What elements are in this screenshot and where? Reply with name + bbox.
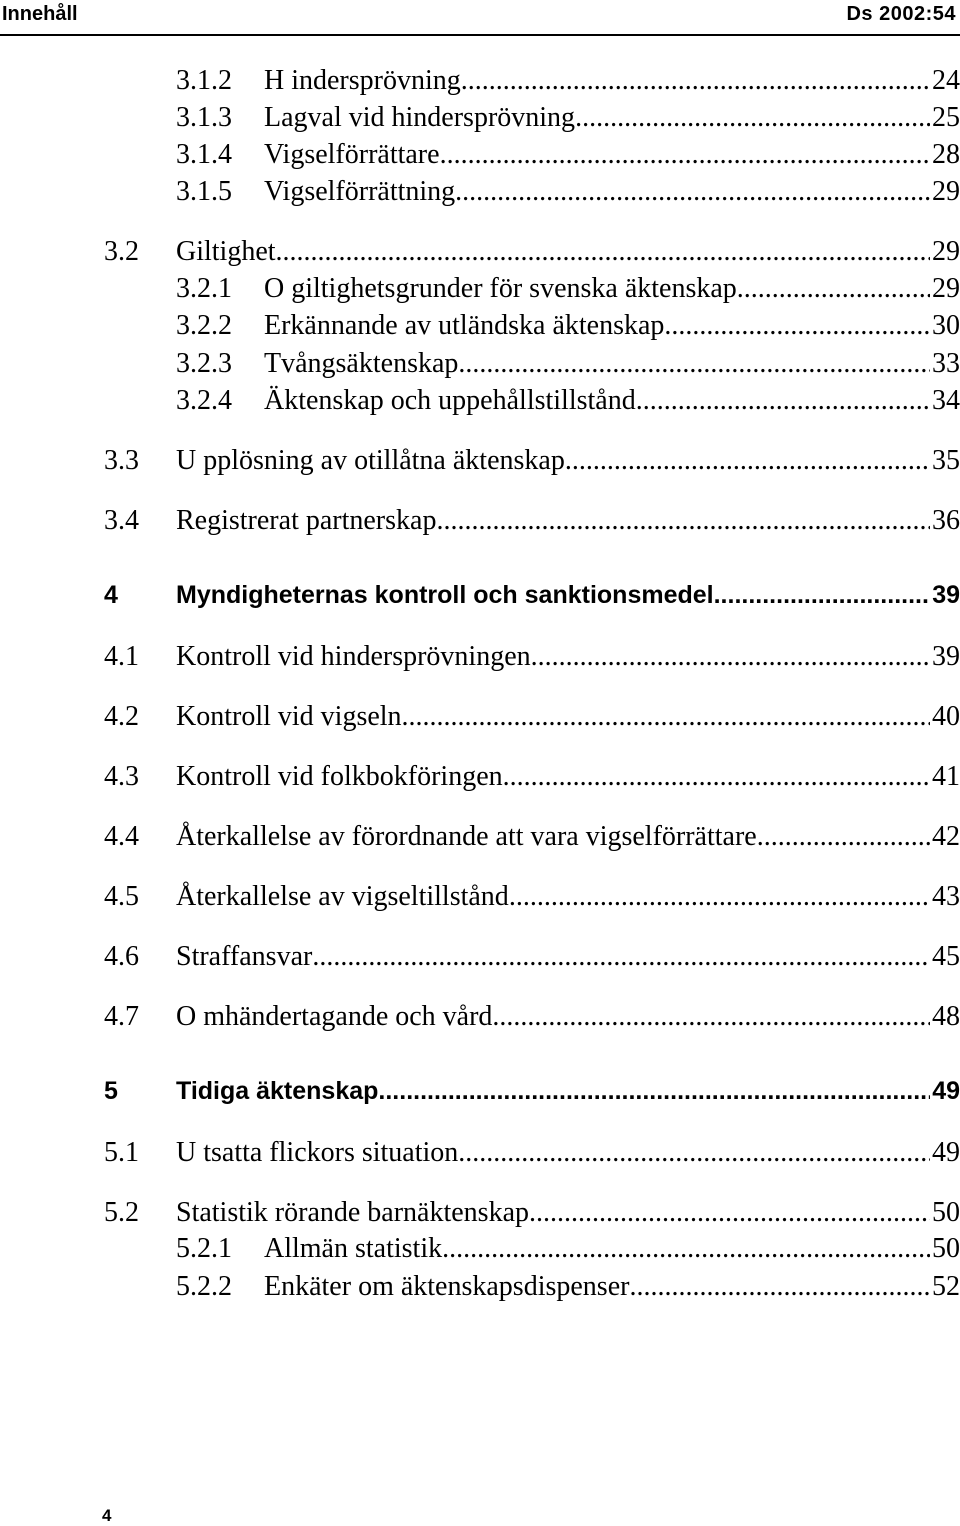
toc-dot-leader (503, 760, 930, 794)
toc-entry-page: 39 (932, 581, 960, 609)
toc-entry-title: Myndigheternas kontroll och sanktionsmedel (176, 581, 714, 609)
toc-entry-number: 3.2.3 (176, 348, 232, 379)
toc-entry-page: 42 (932, 821, 960, 852)
toc-entry-title: Straffansvar (176, 941, 313, 972)
toc-dot-leader (461, 64, 930, 98)
toc-entry-page: 29 (932, 176, 960, 207)
toc-entry-number: 5.2.2 (176, 1271, 232, 1302)
toc-entry-page: 34 (932, 385, 960, 416)
toc-entry-title: Allmän statistik (264, 1233, 443, 1264)
toc-entry-page: 39 (932, 641, 960, 672)
toc-entry[interactable] (176, 347, 960, 381)
toc-entry-number: 5 (104, 1077, 118, 1105)
toc-entry-number: 3.4 (104, 505, 139, 536)
toc-entry[interactable] (104, 504, 960, 538)
toc-entry-title: Tvångsäktenskap (264, 348, 459, 379)
toc-dot-leader (436, 504, 930, 538)
toc-entry[interactable] (176, 384, 960, 418)
toc-dot-leader (276, 235, 930, 269)
toc-entry-title: Giltighet (176, 236, 276, 267)
toc-dot-leader (458, 347, 930, 381)
toc-entry[interactable] (104, 444, 960, 478)
toc-entry-page: 45 (932, 941, 960, 972)
toc-dot-leader (737, 272, 930, 306)
toc-entry-page: 49 (932, 1137, 960, 1168)
toc-entry-page: 52 (932, 1271, 960, 1302)
toc-entry[interactable] (176, 138, 960, 172)
toc-entry-page: 48 (932, 1001, 960, 1032)
page-number: 4 (102, 1506, 112, 1525)
toc-entry-title: Registrerat partnerskap (176, 505, 437, 536)
toc-entry-number: 4.5 (104, 881, 139, 912)
header-section-title: Innehåll (2, 3, 78, 25)
toc-entry-number: 3.2.4 (176, 385, 232, 416)
toc-dot-leader (455, 175, 930, 209)
toc-dot-leader (440, 138, 930, 172)
toc-entry[interactable] (176, 309, 960, 343)
toc-entry-number: 4.1 (104, 641, 139, 672)
toc-entry-title: Kontroll vid hindersprövningen (176, 641, 531, 672)
toc-entry-title: U pplösning av otillåtna äktenskap (176, 445, 565, 476)
toc-entry[interactable] (176, 272, 960, 306)
running-header (0, 0, 960, 36)
toc-entry-number: 4.7 (104, 1001, 139, 1032)
toc-entry-page: 29 (932, 273, 960, 304)
toc-entry-page: 30 (932, 310, 960, 341)
toc-entry[interactable] (104, 640, 960, 674)
toc-entry-page: 25 (932, 102, 960, 133)
toc-entry-number: 3.3 (104, 445, 139, 476)
toc-entry-title: Tidiga äktenskap (176, 1077, 379, 1105)
toc-dot-leader (442, 1232, 930, 1266)
toc-entry-title: Vigselförrättning (264, 176, 456, 207)
toc-entry-title: Återkallelse av förordnande att vara vigselförrättare (176, 821, 757, 852)
toc-entry-page: 36 (932, 505, 960, 536)
toc-entry[interactable] (104, 940, 960, 974)
toc-entry[interactable] (104, 1196, 960, 1230)
toc-entry-page: 24 (932, 65, 960, 96)
toc-entry-number: 4 (104, 581, 118, 609)
toc-entry-title: Äktenskap och uppehållstillstånd (264, 385, 636, 416)
toc-entry-number: 3.1.4 (176, 139, 232, 170)
header-document-id: Ds 2002:54 (846, 3, 956, 25)
toc-entry-number: 3.2 (104, 236, 139, 267)
toc-dot-leader (378, 1074, 930, 1108)
toc-entry[interactable] (176, 1270, 960, 1304)
toc-dot-leader (458, 1136, 930, 1170)
toc-dot-leader (714, 578, 931, 612)
toc-entry-page: 29 (932, 236, 960, 267)
toc-chapter-entry[interactable] (104, 578, 960, 612)
toc-dot-leader (531, 640, 930, 674)
toc-dot-leader (529, 1196, 930, 1230)
toc-entry-page: 50 (932, 1197, 960, 1228)
toc-entry-title: Lagval vid hindersprövning (264, 102, 576, 133)
toc-dot-leader (629, 1270, 930, 1304)
toc-dot-leader (402, 700, 930, 734)
toc-entry-page: 28 (932, 139, 960, 170)
toc-dot-leader (565, 444, 930, 478)
toc-entry-number: 3.1.5 (176, 176, 232, 207)
toc-entry-page: 35 (932, 445, 960, 476)
toc-entry-page: 40 (932, 701, 960, 732)
toc-entry-page: 33 (932, 348, 960, 379)
toc-entry-number: 5.2 (104, 1197, 139, 1228)
toc-entry-number: 4.2 (104, 701, 139, 732)
toc-entry-number: 5.1 (104, 1137, 139, 1168)
toc-dot-leader (492, 1000, 930, 1034)
toc-entry[interactable] (104, 760, 960, 794)
toc-dot-leader (575, 101, 930, 135)
toc-entry-number: 3.2.1 (176, 273, 232, 304)
toc-entry-title: Återkallelse av vigseltillstånd (176, 881, 509, 912)
toc-dot-leader (509, 880, 930, 914)
toc-entry-title: Enkäter om äktenskapsdispenser (264, 1271, 630, 1302)
toc-entry[interactable] (104, 820, 960, 854)
toc-entry-number: 4.3 (104, 761, 139, 792)
toc-entry-number: 3.1.3 (176, 102, 232, 133)
toc-entry-title: Statistik rörande barnäktenskap (176, 1197, 530, 1228)
toc-entry-page: 43 (932, 881, 960, 912)
toc-entry-page: 50 (932, 1233, 960, 1264)
toc-entry-title: U tsatta flickors situation (176, 1137, 459, 1168)
toc-entry-number: 3.2.2 (176, 310, 232, 341)
toc-chapter-entry[interactable] (104, 1074, 960, 1108)
toc-entry-title: Vigselförrättare (264, 139, 440, 170)
toc-entry-number: 3.1.2 (176, 65, 232, 96)
toc-entry[interactable] (104, 1000, 960, 1034)
toc-entry-title: Erkännande av utländska äktenskap (264, 310, 665, 341)
toc-entry-page: 49 (932, 1077, 960, 1105)
toc-entry-title: O mhändertagande och vård (176, 1001, 493, 1032)
toc-entry-page: 41 (932, 761, 960, 792)
toc-entry-number: 5.2.1 (176, 1233, 232, 1264)
toc-entry-number: 4.4 (104, 821, 139, 852)
toc-entry[interactable] (104, 880, 960, 914)
toc-entry[interactable] (104, 235, 960, 269)
toc-entry-number: 4.6 (104, 941, 139, 972)
toc-dot-leader (664, 309, 930, 343)
toc-entry-title: O giltighetsgrunder för svenska äktenskap (264, 273, 737, 304)
toc-entry[interactable] (104, 700, 960, 734)
toc-entry[interactable] (176, 1232, 960, 1266)
toc-dot-leader (636, 384, 930, 418)
toc-dot-leader (757, 820, 930, 854)
toc-entry[interactable] (104, 1136, 960, 1170)
toc-entry-title: H indersprövning (264, 65, 461, 96)
toc-entry[interactable] (176, 101, 960, 135)
toc-entry-title: Kontroll vid folkbokföringen (176, 761, 503, 792)
toc-dot-leader (312, 940, 930, 974)
toc-entry[interactable] (176, 64, 960, 98)
header-rule (0, 34, 960, 36)
toc-entry[interactable] (176, 175, 960, 209)
toc-entry-title: Kontroll vid vigseln (176, 701, 402, 732)
